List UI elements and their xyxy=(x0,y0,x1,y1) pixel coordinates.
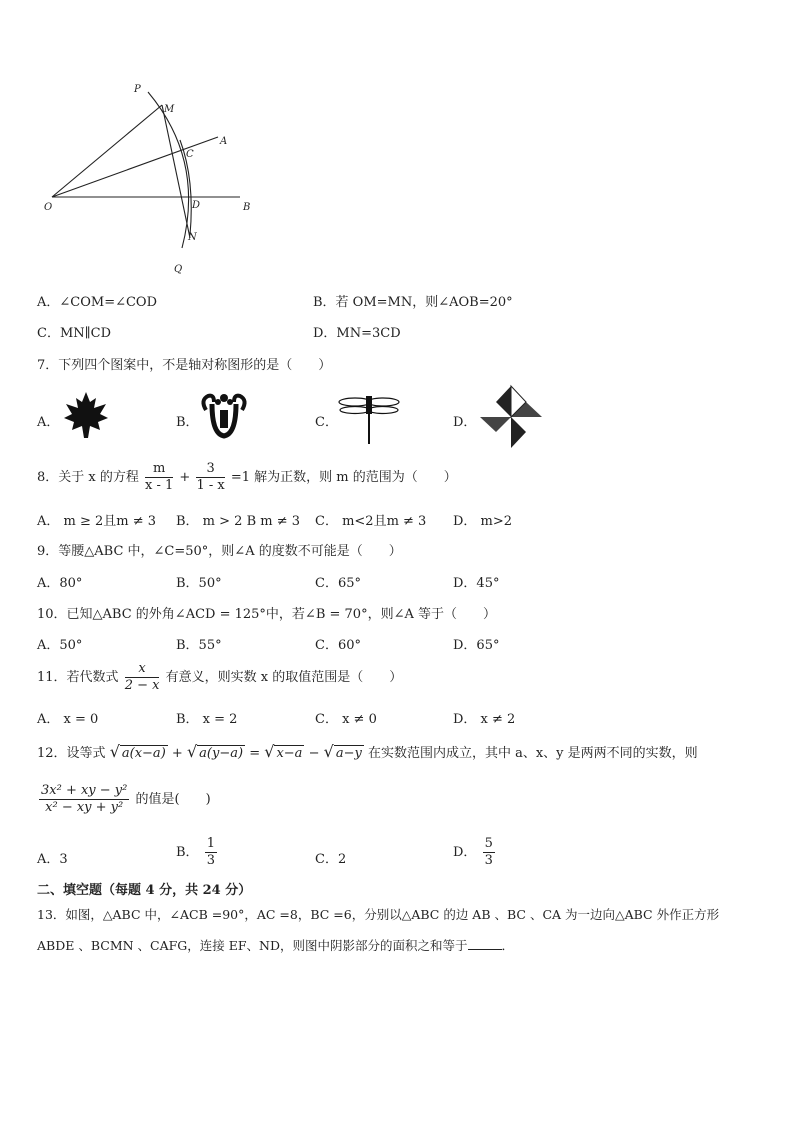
q8-prefix: 8．关于 x 的方程 xyxy=(37,470,139,485)
q12-option-a: A．3 xyxy=(37,852,68,867)
q8-plus: + xyxy=(179,470,191,485)
q12-option-d-frac xyxy=(483,836,495,869)
q12-prefix: 12．设等式 xyxy=(37,746,106,761)
label-a: A xyxy=(220,136,228,147)
q11-frac-den: 2 − x xyxy=(124,678,160,693)
answer-blank[interactable] xyxy=(468,949,502,950)
q12-option-b-label: B． xyxy=(176,845,199,860)
q12-option-d xyxy=(453,836,497,869)
label-b: B xyxy=(243,202,251,213)
q13-line2-text: ABDE 、BCMN 、CAFG，连接 EF、ND，则图中阴影部分的面积之和等于 xyxy=(37,938,468,953)
q12-frac-num: 3x² + xy − y² xyxy=(41,783,128,798)
q12-option-c: C．2 xyxy=(315,852,347,867)
ornament-icon xyxy=(198,390,250,442)
q8-frac2 xyxy=(196,461,224,494)
q11-frac xyxy=(125,661,160,694)
pinwheel-icon xyxy=(478,384,544,450)
q12-suffix: 在实数范围内成立，其中 a、x、y 是两两不同的实数，则 xyxy=(367,746,698,761)
q12-fraction-line xyxy=(37,783,211,816)
q10-option-c: C．60° xyxy=(315,638,361,653)
q12-minus: − xyxy=(308,746,320,761)
q12-option-d-den: 3 xyxy=(484,853,493,868)
q8-line xyxy=(37,461,457,494)
dragonfly-icon xyxy=(337,390,401,446)
q6-option-b: B．若 OM=MN，则∠AOB=20° xyxy=(313,295,513,310)
q13-line1: 13．如图，△ABC 中，∠ACB =90°，AC =8，BC =6，分别以△ABC 的边 AB 、BC 、CA 为一边向△ABC 外作正方形 xyxy=(37,907,720,922)
q9-option-b: B．50° xyxy=(176,576,222,591)
q8-frac2-num: 3 xyxy=(196,461,224,478)
maple-leaf-icon xyxy=(62,390,110,440)
q9-stem: 9．等腰△ABC 中，∠C=50°，则∠A 的度数不可能是（ ） xyxy=(37,544,402,559)
q12-option-d-num: 5 xyxy=(484,836,493,851)
label-o: O xyxy=(44,202,53,213)
q7-label-a: A． xyxy=(37,415,60,430)
section-title: 二、填空题（每题 4 分，共 24 分） xyxy=(37,883,252,898)
q12-frac xyxy=(39,783,129,816)
q8-frac1-den: x - 1 xyxy=(145,478,174,493)
q11-frac-num: x xyxy=(125,661,160,678)
q6-option-c: C．MN∥CD xyxy=(37,326,112,341)
q12-root2: a(y−a) xyxy=(199,746,244,761)
angle-bisector-figure xyxy=(40,80,260,280)
q8-frac2-den: 1 - x xyxy=(196,478,225,493)
q12-plus: + xyxy=(171,746,183,761)
q9-option-d: D．45° xyxy=(453,576,500,591)
q12-option-b-frac xyxy=(205,836,217,869)
q12-root4: a−y xyxy=(335,746,362,761)
q8-option-d: D． m>2 xyxy=(453,514,513,529)
q8-suffix: =1 解为正数，则 m 的范围为（ ） xyxy=(230,470,457,485)
q12-option-d-label: D． xyxy=(453,845,477,860)
q8-option-a: A． m ≥ 2且m ≠ 3 xyxy=(37,514,157,529)
label-m: M xyxy=(164,104,175,115)
q12-frac-den: x² − xy + y² xyxy=(45,800,124,815)
q13-line2 xyxy=(37,936,514,954)
label-n: N xyxy=(188,232,197,243)
q8-option-c: C． m<2且m ≠ 3 xyxy=(315,514,427,529)
label-d: D xyxy=(192,200,201,211)
q11-suffix: 有意义，则实数 x 的取值范围是（ ） xyxy=(165,670,403,685)
q11-option-d: D． x ≠ 2 xyxy=(453,712,516,727)
q12-option-b-den: 3 xyxy=(206,853,215,868)
q12-line: 12．设等式 √ a(x−a) + √ a(y−a) = √ x−a − √ a−y 在实数范围内成立，其中 a、x、y 是两两不同的实数，则 xyxy=(37,742,698,761)
q12-root1: a(x−a) xyxy=(121,746,166,761)
q6-option-a: A．∠COM=∠COD xyxy=(37,295,158,310)
q13-line2-end: ． xyxy=(501,938,515,953)
q12-eq: = xyxy=(249,746,261,761)
q7-label-d: D． xyxy=(453,415,477,430)
q11-option-a: A． x = 0 xyxy=(37,712,99,727)
q10-option-d: D．65° xyxy=(453,638,500,653)
q7-label-b: B． xyxy=(176,415,199,430)
q8-frac1 xyxy=(145,461,173,494)
label-c: C xyxy=(186,149,194,160)
label-p: P xyxy=(134,84,141,95)
q12-root3: x−a xyxy=(276,746,303,761)
q8-frac1-num: m xyxy=(145,461,173,478)
q12-option-b xyxy=(176,836,219,869)
q8-option-b: B． m > 2 B m ≠ 3 xyxy=(176,514,301,529)
q6-option-d: D．MN=3CD xyxy=(313,326,401,341)
q10-stem: 10．已知△ABC 的外角∠ACD = 125°中，若∠B = 70°，则∠A 等于（ ） xyxy=(37,607,496,622)
q9-option-c: C．65° xyxy=(315,576,361,591)
q11-option-c: C． x ≠ 0 xyxy=(315,712,377,727)
q11-prefix: 11．若代数式 xyxy=(37,670,119,685)
q7-label-c: C． xyxy=(315,415,338,430)
q7-stem: 7．下列四个图案中，不是轴对称图形的是（ ） xyxy=(37,358,332,373)
q12-option-b-num: 1 xyxy=(206,836,215,851)
q12-tail: 的值是( ) xyxy=(135,792,211,807)
q11-line xyxy=(37,661,402,694)
label-q: Q xyxy=(174,264,183,275)
q10-option-a: A．50° xyxy=(37,638,83,653)
q11-option-b: B． x = 2 xyxy=(176,712,238,727)
q10-option-b: B．55° xyxy=(176,638,222,653)
q9-option-a: A．80° xyxy=(37,576,83,591)
